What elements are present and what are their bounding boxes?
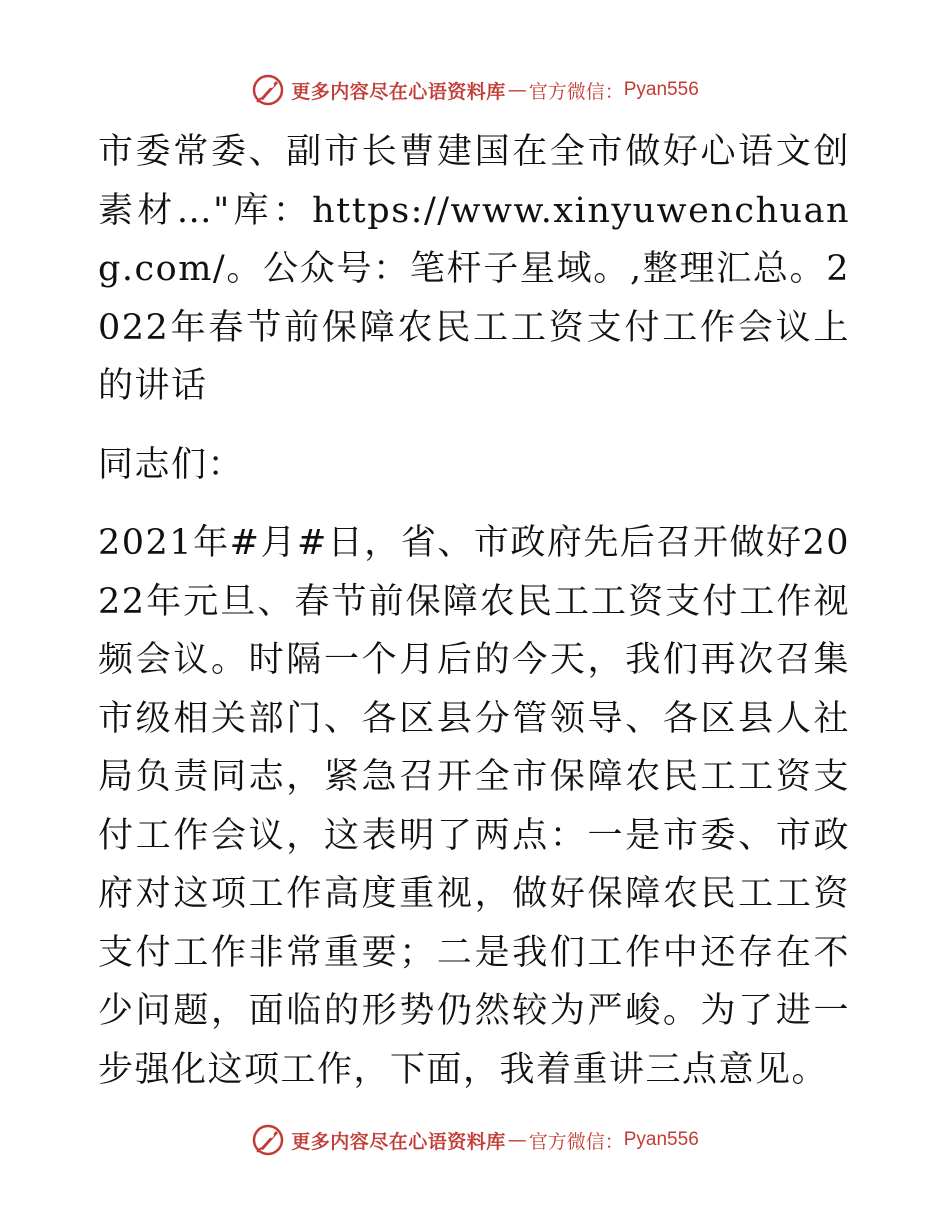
wechat-label: 官方微信： (528, 1130, 624, 1153)
header-banner (0, 70, 950, 110)
banner-slogan: 更多内容尽在心语资料库 (291, 1130, 506, 1153)
wechat-id: Pyan556 (623, 79, 699, 100)
wechat-id: Pyan556 (623, 1129, 699, 1150)
quill-pen-circle-icon (251, 73, 285, 107)
banner-slogan: 更多内容尽在心语资料库 (291, 80, 506, 103)
quill-pen-circle-icon (251, 1123, 285, 1157)
body-paragraph: 2021年#月#日，省、市政府先后召开做好2022年元旦、春节前保障农民工工资支付工作视频会议。时隔一个月后的今天，我们再次召集市级相关部门、各区县分管领导、各区县人社局负责同志，紧急召开全市保障农民工工资支付工作会议，这表明了两点：一是市委、市政府对这项工作高度重视，做好保障农民工工资支付工作非常重要；二是我们工作中还存在不少问题，面临的形势仍然较为严峻。为了进一步强化这项工作，下面，我着重讲三点意见。 (98, 523, 850, 1090)
footer-banner (0, 1120, 950, 1160)
greeting: 同志们： (98, 444, 245, 485)
banner-separator: — (507, 1129, 527, 1151)
wechat-label: 官方微信： (528, 80, 624, 103)
speech-title: 市委常委、副市长曹建国在全市做好心语文创素材…"库：https://www.xinyuwenchuang.com/。公众号：笔杆子星域。,整理汇总。2022年春节前保障农民工工资支付工作会议上的讲话 (98, 132, 850, 406)
document-body (98, 123, 850, 1099)
banner-separator: — (507, 79, 527, 101)
